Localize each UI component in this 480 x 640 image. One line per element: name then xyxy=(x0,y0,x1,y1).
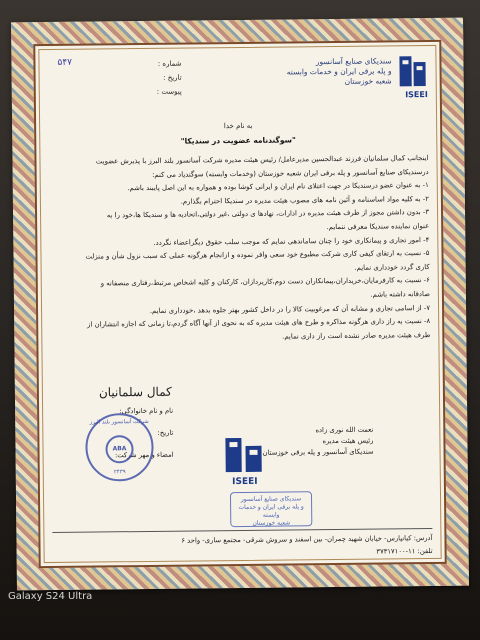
chairman-role: رئیس هیئت مدیره xyxy=(322,436,374,446)
stamp-number: ۲۴۳۹ xyxy=(113,469,126,476)
stamp-line: و پله برقی ایران و خدمات وابسته xyxy=(238,503,304,519)
org-name xyxy=(279,56,391,87)
document-sheet xyxy=(11,18,469,591)
member-date-label: تاریخ: xyxy=(157,428,174,437)
footer-phone: تلفن: ۱۱-۳۷۳۱۷۱۰۰ xyxy=(376,546,433,556)
member-signature: کمال سلمانیان xyxy=(98,384,172,400)
document-title: "سوگندنامه عضویت در سندیکا" xyxy=(180,135,296,146)
number-label: شماره : xyxy=(157,59,182,68)
chairman-org: سندیکای آسانسور و پله برقی خوزستان xyxy=(262,447,374,457)
chairman-name: نعمت الله نوری زاده xyxy=(315,425,374,435)
stamp-line: شعبه خوزستان xyxy=(252,519,291,527)
org-line-2: و پله برقی ایران و خدمات وابسته xyxy=(286,66,392,77)
org-line-3: شعبه خوزستان xyxy=(344,76,392,86)
letter-meta xyxy=(51,57,181,100)
camera-watermark: Galaxy S24 Ultra xyxy=(8,591,93,602)
attachment-label: پیوست : xyxy=(156,87,182,96)
number-row xyxy=(51,57,181,72)
body-line: ۷- از اسامی تجاری و مشابه آن که مرغوبیت کالا را در داخل کشور بهتر جلوه بدهد ،خودداری نمایم. xyxy=(149,303,431,315)
date-row xyxy=(52,71,182,86)
number-value: ۵۴۷ xyxy=(57,57,73,68)
bismillah: به نام خدا xyxy=(223,121,253,131)
member-name-label: نام و نام خانوادگی: xyxy=(119,406,174,416)
oath-body xyxy=(48,152,430,346)
document-body-frame xyxy=(33,40,446,568)
org-logo xyxy=(277,52,428,104)
body-line: ۵- نسبت به ارتقای کیفی کاری شرکت مطبوع خود سعی وافر نموده و ازانجام هرگونه عملی که سبب نزول شأن و منزلت xyxy=(85,249,430,261)
body-line: عنوان نماینده سندیکا معرفی ننمایم. xyxy=(326,221,430,232)
body-line: ۲- به کلیه مواد اساسنامه و آئین نامه های مصوب هیئت مدیره در سندیکا احترام بگذارم. xyxy=(180,194,429,206)
stamp-line: سندیکای صنایع آسانسور xyxy=(240,495,302,504)
org-rubber-stamp xyxy=(230,491,312,527)
member-sign-label: امضاء و مهر شرکت: xyxy=(114,450,174,460)
body-line: طرف هیئت مدیره صادر نشده است راز داری نمایم. xyxy=(282,330,431,341)
body-line: ۸- نسبت به راز داری هرگونه مذاکره و طرح های هیئت مدیره که به نحوی از آنها آگاه گردم،تا زمانی که اجازه انتشاران از xyxy=(87,317,431,329)
iseei-stamp-logo-icon xyxy=(219,436,270,489)
svg-text:ISEEI: ISEEI xyxy=(232,476,258,488)
footer-address: آدرس: کیانپارس- خیابان شهید چمران- بین اسفند و سروش شرقی- مجتمع ساری- واحد ۶ xyxy=(181,533,433,545)
body-line: ۶- نسبت به کارفرمایان،خریداران،پیمانکاران دست دوم،کاریردازان، کارکنان و کلیه اشخاص مرتبط،رفتاری منصفانه و xyxy=(100,276,430,288)
stamp-center-logo: ABA xyxy=(105,435,133,463)
body-line: ۳- بدون داشتن مجوز از طرف هیئت مدیره در ادارات، نهادها ی دولتی ،غیر دولتی،اتحادیه ها و سندیکا ها،خود را به xyxy=(106,208,430,220)
iseei-logo-icon xyxy=(397,54,427,88)
attachment-row xyxy=(52,85,182,100)
org-line-1: سندیکای صنایع آسانسور xyxy=(315,56,392,67)
stamp-ring-text: شرکت آسانسور بلند البرز xyxy=(89,418,149,426)
org-acronym: ISEEI xyxy=(405,90,428,100)
body-line: صادقانه داشته باشم. xyxy=(370,289,430,299)
body-line: ۱- به عنوان عضو درسندیکا در جهت اعتلای نام ایران و ایرانی کوشا بوده و همواره به این اصل پایبند باشم. xyxy=(127,181,429,193)
company-stamp xyxy=(85,413,154,482)
body-line: درسندیکای صنایع آسانسور و پله برقی ایران شعبه خوزستان (وخدمات وابسته) سوگندیاد می کنم: xyxy=(152,167,429,179)
body-line: کاری گردد خودداری نمایم. xyxy=(354,262,430,272)
body-line: اینجانب کمال سلمانیان فرزند عبدالحسین مدیرعامل/ رئیس هیئت مدیره شرکت آسانسور بلند البرز با پذیرش عضویت xyxy=(95,154,429,166)
footer-contact xyxy=(52,532,432,562)
date-label: تاریخ : xyxy=(163,73,182,82)
body-line: ۴- امور تجاری و پیمانکاری خود را چنان ساماندهی نمایم که موجب سلب حقوق دیگراعضاء نگردد. xyxy=(153,235,430,247)
